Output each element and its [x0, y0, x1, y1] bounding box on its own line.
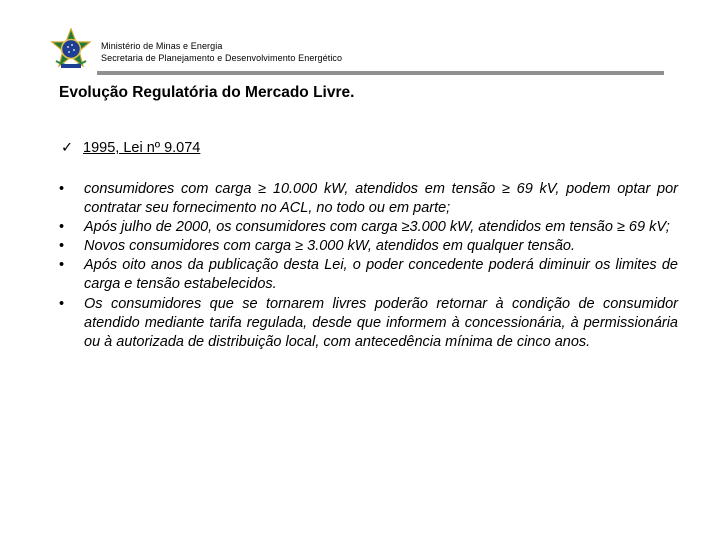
organization-header: [101, 40, 342, 64]
bullet-icon: •: [59, 238, 65, 255]
list-item-text: Após julho de 2000, os consumidores com carga ≥3.000 kW, atendidos em tensão ≥ 69 kV;: [84, 219, 670, 236]
bullet-icon: •: [59, 219, 65, 236]
list-item: [58, 295, 678, 352]
law-reference: [61, 140, 200, 156]
secretariat-name: Secretaria de Planejamento e Desenvolvimento Energético: [101, 53, 343, 63]
bullet-list: [58, 180, 678, 352]
bullet-icon: •: [59, 257, 65, 274]
list-item: [58, 180, 678, 218]
list-item: [58, 237, 678, 256]
list-item-text: Novos consumidores com carga ≥ 3.000 kW, atendidos em qualquer tensão.: [84, 238, 576, 255]
list-item-text: consumidores com carga ≥ 10.000 kW, atendidos em tensão ≥ 69 kV, podem optar por contratar seu fornecimento no ACL, no todo ou em parte;: [84, 181, 678, 217]
ministry-name: Ministério de Minas e Energia: [101, 41, 223, 51]
checkmark-icon: ✓: [61, 140, 74, 156]
list-item: [58, 218, 678, 237]
slide-title: Evolução Regulatória do Mercado Livre.: [59, 84, 355, 101]
bullet-icon: •: [59, 295, 65, 312]
header-divider: [97, 71, 664, 75]
brazil-coat-of-arms-icon: [50, 28, 92, 70]
law-text: 1995, Lei nº 9.074: [83, 140, 201, 156]
list-item-text: Após oito anos da publicação desta Lei, o poder concedente poderá diminuir os limites de carga e tensão estabelecidos.: [84, 257, 678, 293]
list-item: [58, 256, 678, 294]
bullet-icon: •: [59, 181, 65, 197]
list-item-text: Os consumidores que se tornarem livres poderão retornar à condição de consumidor atendido mediante tarifa regulada, desde que informem à concessionária, à permissionária ou à autorizada de distribuição local, com antecedência mínima de cinco anos.: [84, 295, 678, 350]
